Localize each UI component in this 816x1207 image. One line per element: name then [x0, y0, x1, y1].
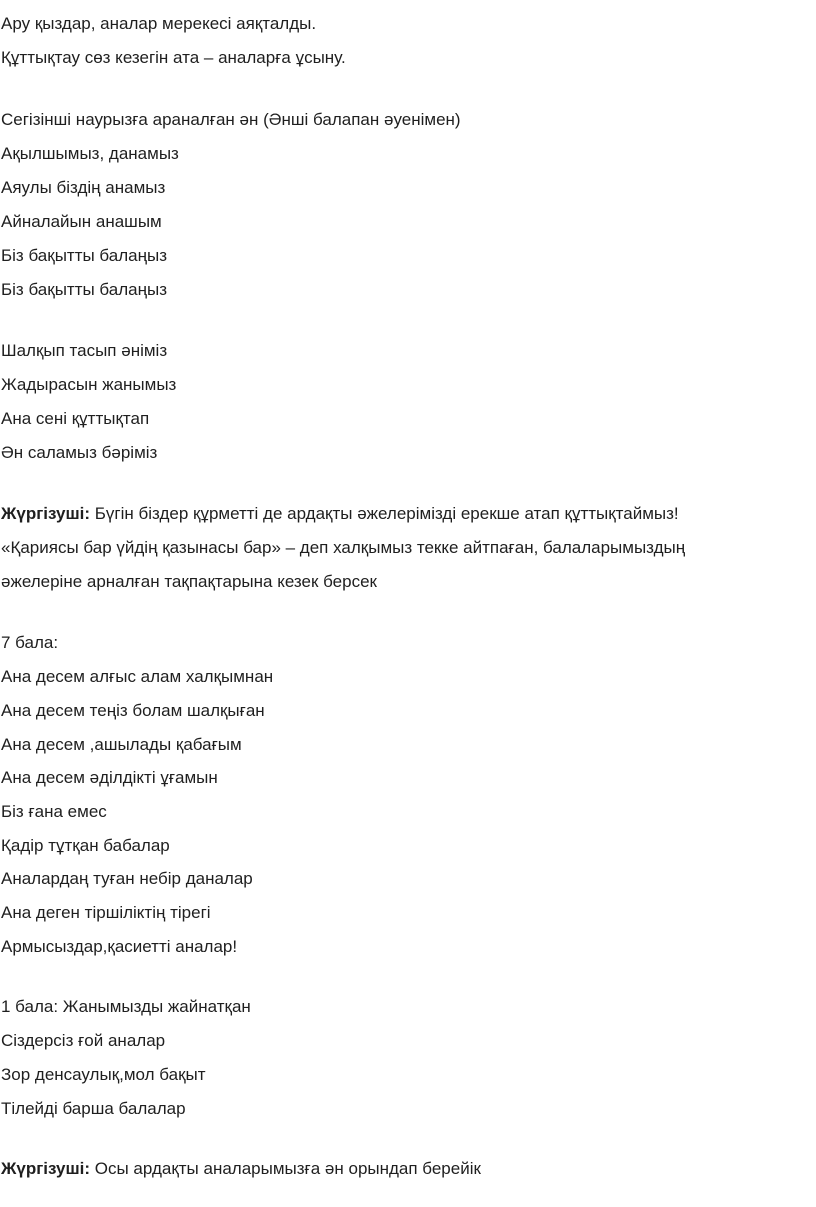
- poem-line: Ана десем алғыс алам халқымнан: [1, 667, 274, 686]
- poem-line: Ана десем теңіз болам шалқыған: [1, 701, 265, 720]
- lyric-line: Жадырасын жанымыз: [1, 375, 177, 394]
- poem-line: Аналардаң туған небір даналар: [1, 869, 253, 888]
- poem-line: Зор денсаулық,мол бақыт: [1, 1065, 206, 1084]
- poem-line: 1 бала: Жанымызды жайнатқан: [1, 997, 251, 1016]
- lyric-line: Біз бақытты балаңыз: [1, 246, 167, 265]
- host-text: Бүгін біздер құрметті де ардақты әжелерімізді ерекше атап құттықтаймыз!: [90, 504, 679, 523]
- host-label: Жүргізуші:: [1, 1159, 91, 1178]
- song-title: Сегізінші наурызға араналған ән (Әнші балапан әуенімен): [1, 110, 461, 129]
- poem-line: Сіздерсіз ғой аналар: [1, 1031, 166, 1050]
- lyric-line: Ана сені құттықтап: [1, 409, 150, 428]
- host-text: Осы ардақты аналарымызға ән орындап берейік: [90, 1159, 481, 1178]
- lyric-line: Аяулы біздің анамыз: [1, 178, 166, 197]
- poem-line: Ана деген тіршіліктің тірегі: [1, 903, 211, 922]
- speaker-label: 7 бала:: [1, 633, 59, 652]
- poem-line: Ана десем әділдікті ұғамын: [1, 768, 218, 787]
- host-line: «Қариясы бар үйдің қазынасы бар» – деп халқымыз текке айтпаған, балаларымыздың: [1, 538, 686, 557]
- lyric-line: Айналайын анашым: [1, 212, 162, 231]
- host-line: әжелеріне арналған тақпақтарына кезек берсек: [1, 572, 377, 591]
- lyric-line: Шалқып тасып әніміз: [1, 341, 168, 360]
- poem-line: Қадір тұтқан бабалар: [1, 836, 170, 855]
- lyric-line: Ән саламыз бәріміз: [1, 443, 158, 462]
- poem-line: Біз ғана емес: [1, 802, 107, 821]
- lyric-line: Біз бақытты балаңыз: [1, 280, 167, 299]
- poem-line: Ана десем ,ашылады қабағым: [1, 735, 242, 754]
- poem-line: Армысыздар,қасиетті аналар!: [1, 937, 238, 956]
- host-paragraph: [1, 504, 679, 524]
- host-paragraph: [1, 1159, 481, 1179]
- intro-line: Ару қыздар, аналар мерекесі аяқталды.: [1, 14, 317, 33]
- intro-line: Құттықтау сөз кезегін ата – аналарға ұсыну.: [1, 48, 346, 67]
- host-label: Жүргізуші:: [1, 504, 91, 523]
- lyric-line: Ақылшымыз, данамыз: [1, 144, 179, 163]
- poem-line: Тілейді барша балалар: [1, 1099, 186, 1118]
